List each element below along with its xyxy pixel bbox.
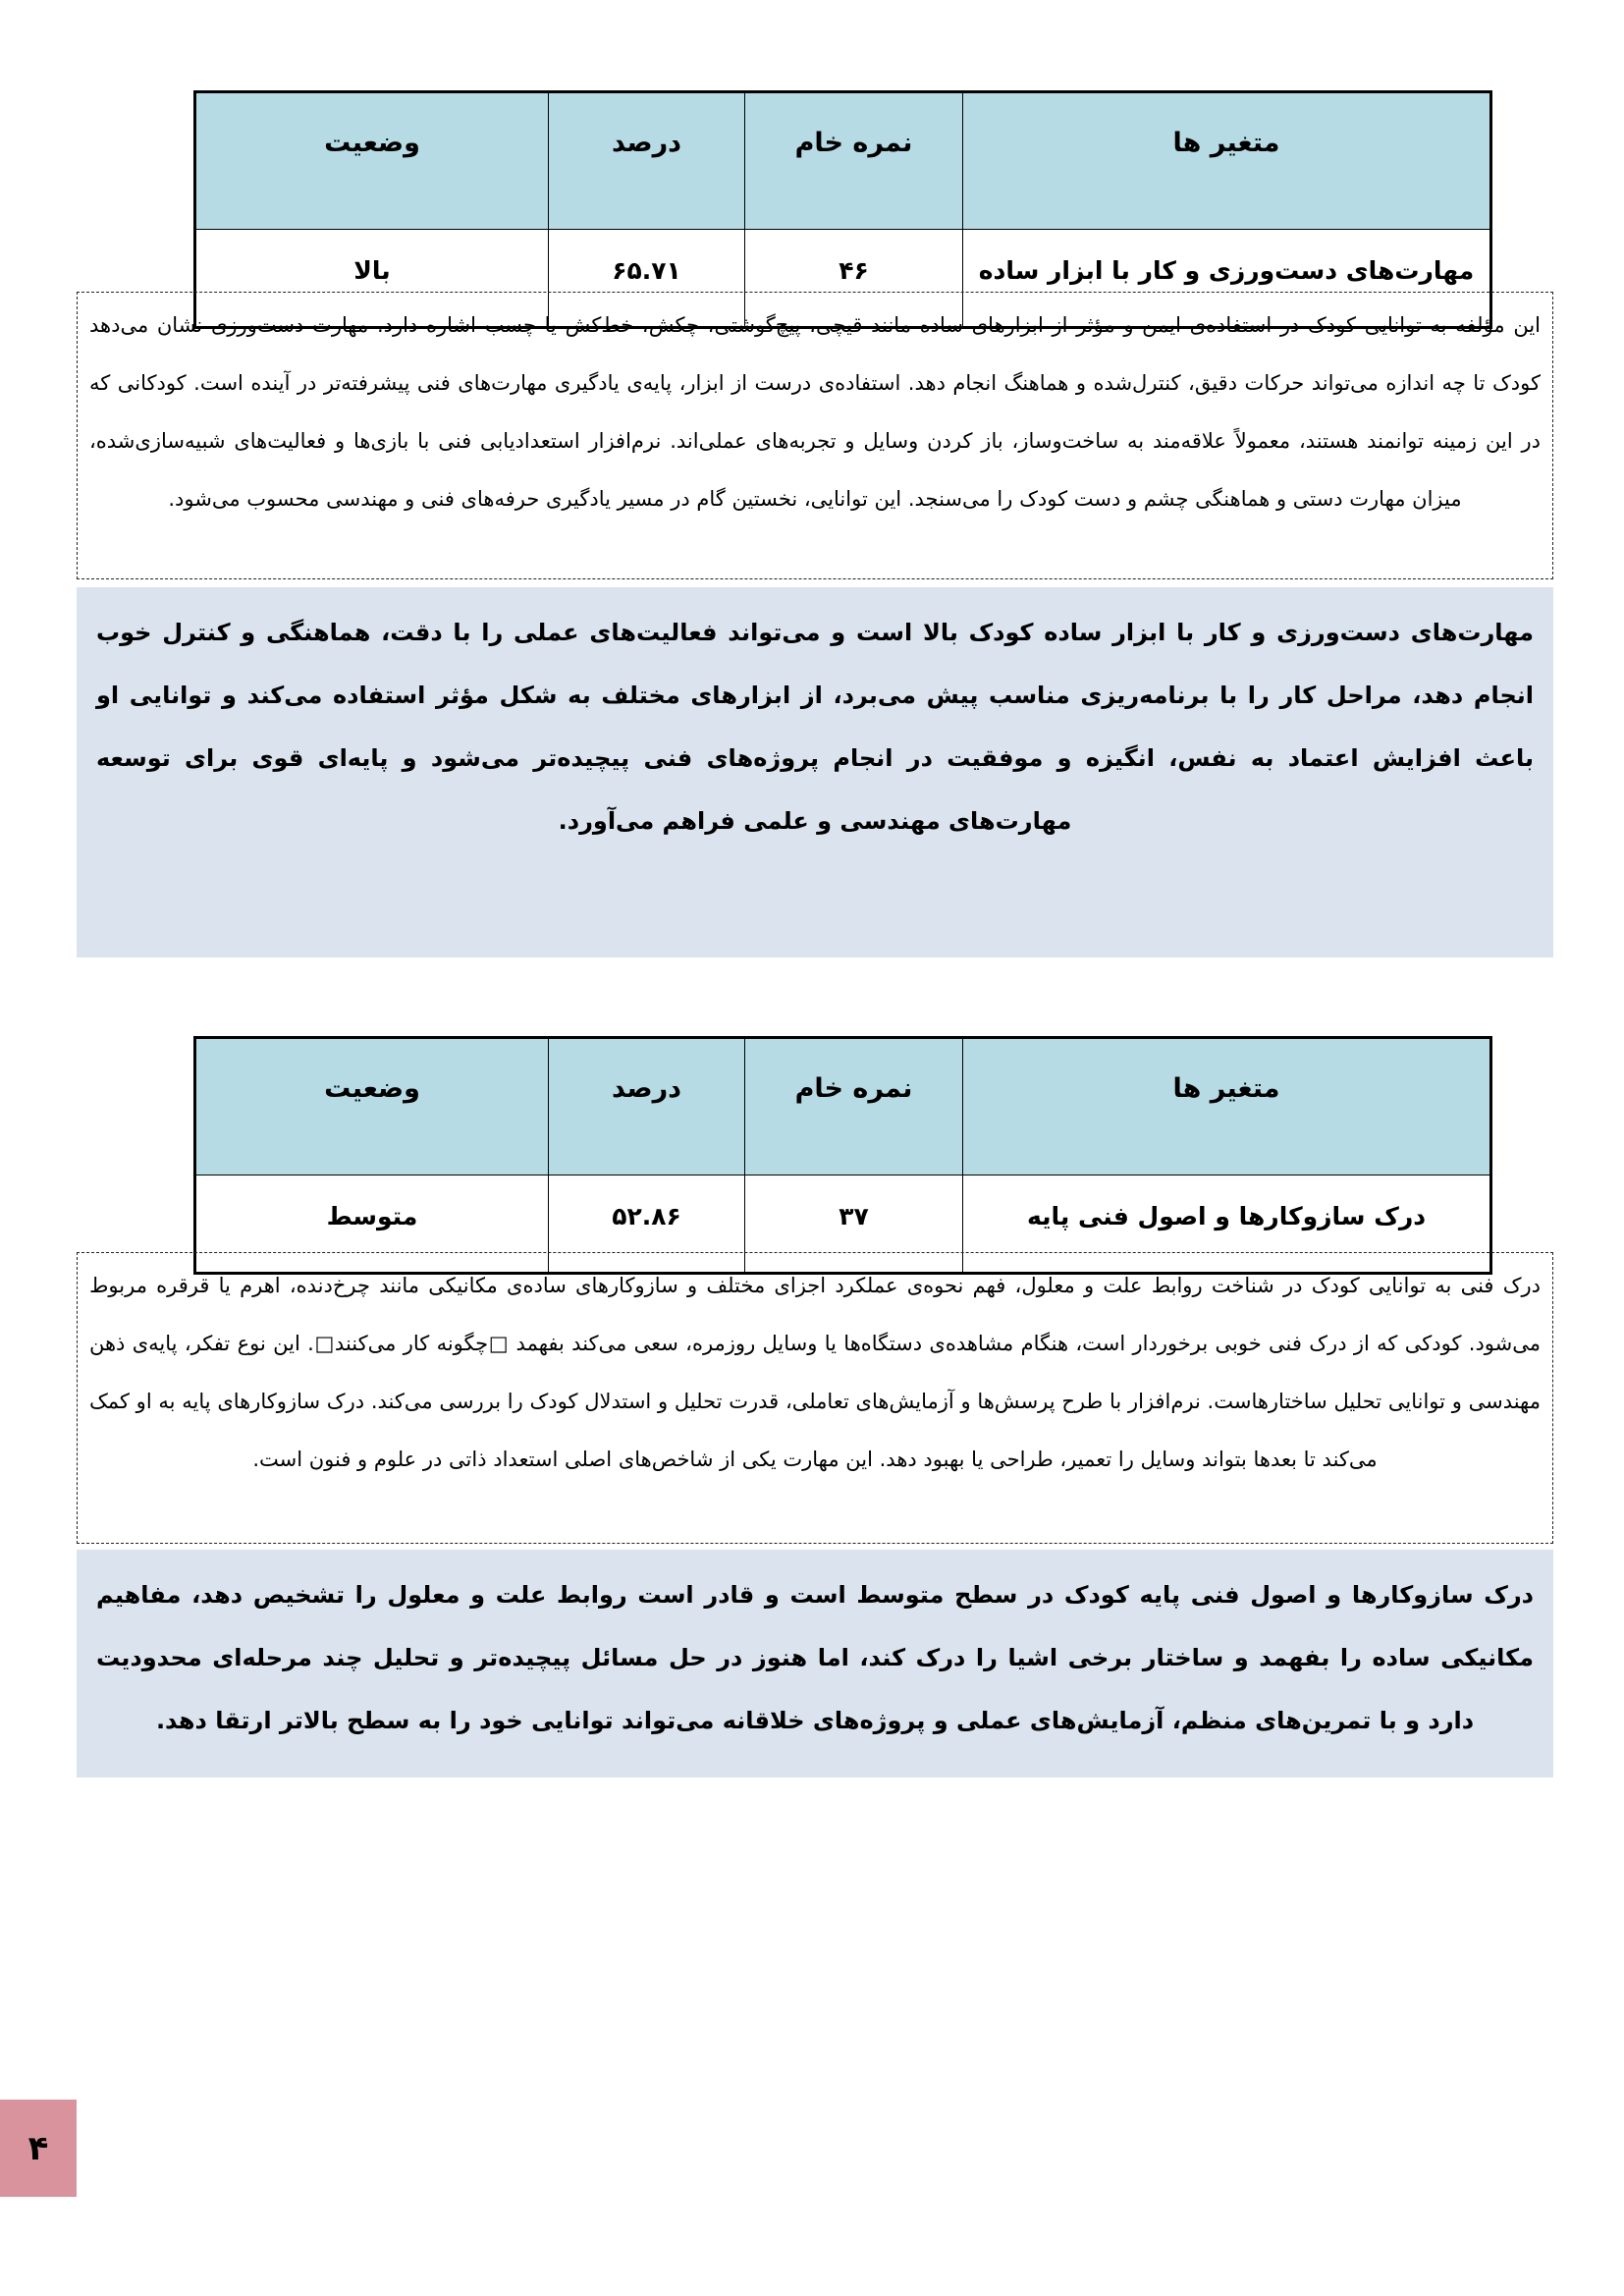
page-number: ۴ [27, 2128, 49, 2168]
summary-block-2 [77, 1550, 1553, 1777]
variable-name: درک سازوکارها و اصول فنی پایه [963, 1175, 1491, 1274]
description-box-2 [77, 1252, 1553, 1544]
status-value: متوسط [195, 1175, 549, 1274]
variable-name: مهارت‌های دست‌ورزی و کار با ابزار ساده [963, 230, 1491, 328]
page-number-box [0, 2100, 77, 2197]
description-text-2: درک فنی به توانایی کودک در شناخت روابط علت و معلول، فهم نحوه‌ی عملکرد اجزای مختلف و سازوکارهای ساده‌ی مکانیکی مانند چرخ‌دنده، اهرم یا قرقره مربوط می‌شود. کودکی که از درک فنی خوبی برخوردار است، هنگام مشاهده‌ی دستگاه‌ها یا وسایل روزمره، سعی می‌کند بفهمد □چگونه کار می‌کنند□. این نوع تفکر، پایه‌ی ذهن مهندسی و توانایی تحلیل ساختارهاست. نرم‌افزار با طرح پرسش‌ها و آزمایش‌های تعاملی، قدرت تحلیل و استدلال کودک را بررسی می‌کند. درک سازوکارهای پایه به او کمک می‌کند تا بعدها بتواند وسایل را تعمیر، طراحی یا بهبود دهد. این مهارت یکی از شاخص‌های اصلی استعداد ذاتی در علوم و فنون است. [89, 1274, 1541, 1471]
raw-score-value: ۴۶ [745, 230, 963, 328]
summary-text-2: درک سازوکارها و اصول فنی پایه کودک در سطح متوسط است و قادر است روابط علت و معلول را تشخیص دهد، مفاهیم مکانیکی ساده را بفهمد و ساختار برخی اشیا را درک کند، اما هنوز در حل مسائل پیچیده‌تر و تحلیل چند مرحله‌ای محدودیت دارد و با تمرین‌های منظم، آزمایش‌های عملی و پروژه‌های خلاقانه می‌تواند توانایی خود را به سطح بالاتر ارتقا دهد. [96, 1581, 1534, 1734]
header-raw-score: نمره خام [745, 1038, 963, 1175]
score-table-2 [193, 1036, 1492, 1275]
header-percent: درصد [549, 1038, 745, 1175]
percent-value: ۵۲.۸۶ [549, 1175, 745, 1274]
header-variables: متغیر ها [963, 92, 1491, 230]
header-variables: متغیر ها [963, 1038, 1491, 1175]
header-status: وضعیت [195, 1038, 549, 1175]
description-text-1: این مؤلفه به توانایی کودک در استفاده‌ی ایمن و مؤثر از ابزارهای ساده مانند قیچی، پیچ‌گوشتی، چکش، خط‌کش یا چسب اشاره دارد. مهارت دست‌ورزی نشان می‌دهد کودک تا چه اندازه می‌تواند حرکات دقیق، کنترل‌شده و هماهنگ انجام دهد. استفاده‌ی درست از ابزار، پایه‌ی یادگیری مهارت‌های فنی پیشرفته‌تر در آینده است. کودکانی که در این زمینه توانمند هستند، معمولاً علاقه‌مند به ساخت‌وساز، باز کردن وسایل و تجربه‌های عملی‌اند. نرم‌افزار استعدادیابی فنی با بازی‌ها و فعالیت‌های شبیه‌سازی‌شده، میزان مهارت دستی و هماهنگی چشم و دست کودک را می‌سنجد. این توانایی، نخستین گام در مسیر یادگیری حرفه‌های فنی و مهندسی محسوب می‌شود. [89, 313, 1541, 511]
summary-text-1: مهارت‌های دست‌ورزی و کار با ابزار ساده کودک بالا است و می‌تواند فعالیت‌های عملی را با دقت، هماهنگی و کنترل خوب انجام دهد، مراحل کار را با برنامه‌ریزی مناسب پیش می‌برد، از ابزارهای مختلف به شکل مؤثر استفاده می‌کند و توانایی او باعث افزایش اعتماد به نفس، انگیزه و موفقیت در انجام پروژه‌های فنی پیچیده‌تر می‌شود و پایه‌ای قوی برای توسعه مهارت‌های مهندسی و علمی فراهم می‌آورد. [96, 619, 1534, 835]
header-percent: درصد [549, 92, 745, 230]
score-table-section-2 [196, 1036, 1492, 1275]
header-status: وضعیت [195, 92, 549, 230]
table-header-row [195, 92, 1491, 230]
status-value: بالا [195, 230, 549, 328]
raw-score-value: ۳۷ [745, 1175, 963, 1274]
description-box-1 [77, 292, 1553, 579]
summary-block-1 [77, 587, 1553, 957]
table-header-row [195, 1038, 1491, 1175]
header-raw-score: نمره خام [745, 92, 963, 230]
percent-value: ۶۵.۷۱ [549, 230, 745, 328]
